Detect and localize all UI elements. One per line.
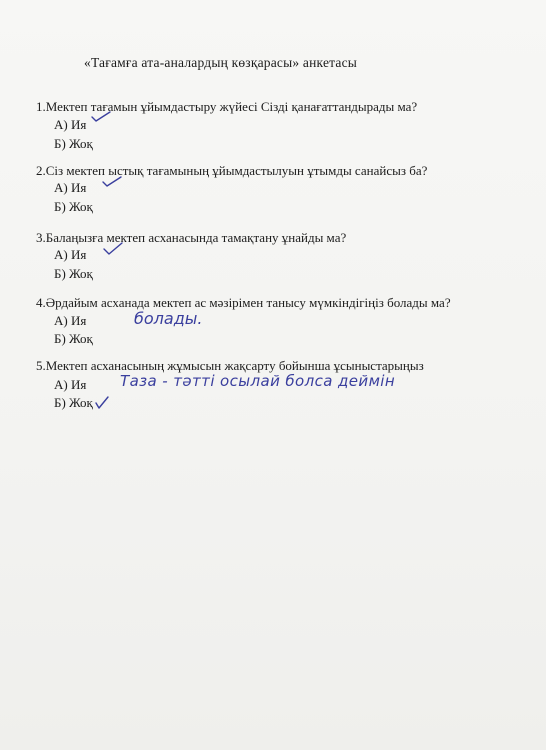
question-4: 4.Әрдайым асханада мектеп ас мәзірімен танысу мүмкіндігіңіз болады ма? [36,295,451,310]
q4-option-a[interactable]: А) Ия [54,313,87,328]
q3-check-mark [102,241,124,257]
q2-check-mark [101,175,123,189]
question-5: 5.Мектеп асханасының жұмысын жақсарту бойынша ұсыныстарыңыз [36,358,424,373]
question-2: 2.Сіз мектеп ыстық тағамының ұйымдастылуын ұтымды санайсыз ба? [36,163,428,178]
q5-check-mark [94,394,110,412]
question-1: 1.Мектеп тағамын ұйымдастыру жүйесі Сізді қанағаттандырады ма? [36,99,418,114]
survey-title: «Тағамға ата-аналардың көзқарасы» анкетасы [84,55,358,70]
q1-check-mark [90,110,112,124]
q2-option-b[interactable]: Б) Жоқ [54,199,93,214]
q1-option-a[interactable]: А) Ия [54,117,87,132]
q4-handwritten-answer: болады. [134,309,203,328]
q1-option-b[interactable]: Б) Жоқ [54,136,93,151]
q3-option-b[interactable]: Б) Жоқ [54,266,93,281]
q3-option-a[interactable]: А) Ия [54,247,87,262]
q4-option-b[interactable]: Б) Жоқ [54,331,93,346]
q5-option-b[interactable]: Б) Жоқ [54,395,93,410]
q2-option-a[interactable]: А) Ия [54,180,87,195]
q5-option-a[interactable]: А) Ия [54,377,87,392]
question-3: 3.Балаңызға мектеп асханасында тамақтану ұнайды ма? [36,230,347,245]
q5-handwritten-answer: Таза - тәтті осылай болса деймін [120,372,396,390]
